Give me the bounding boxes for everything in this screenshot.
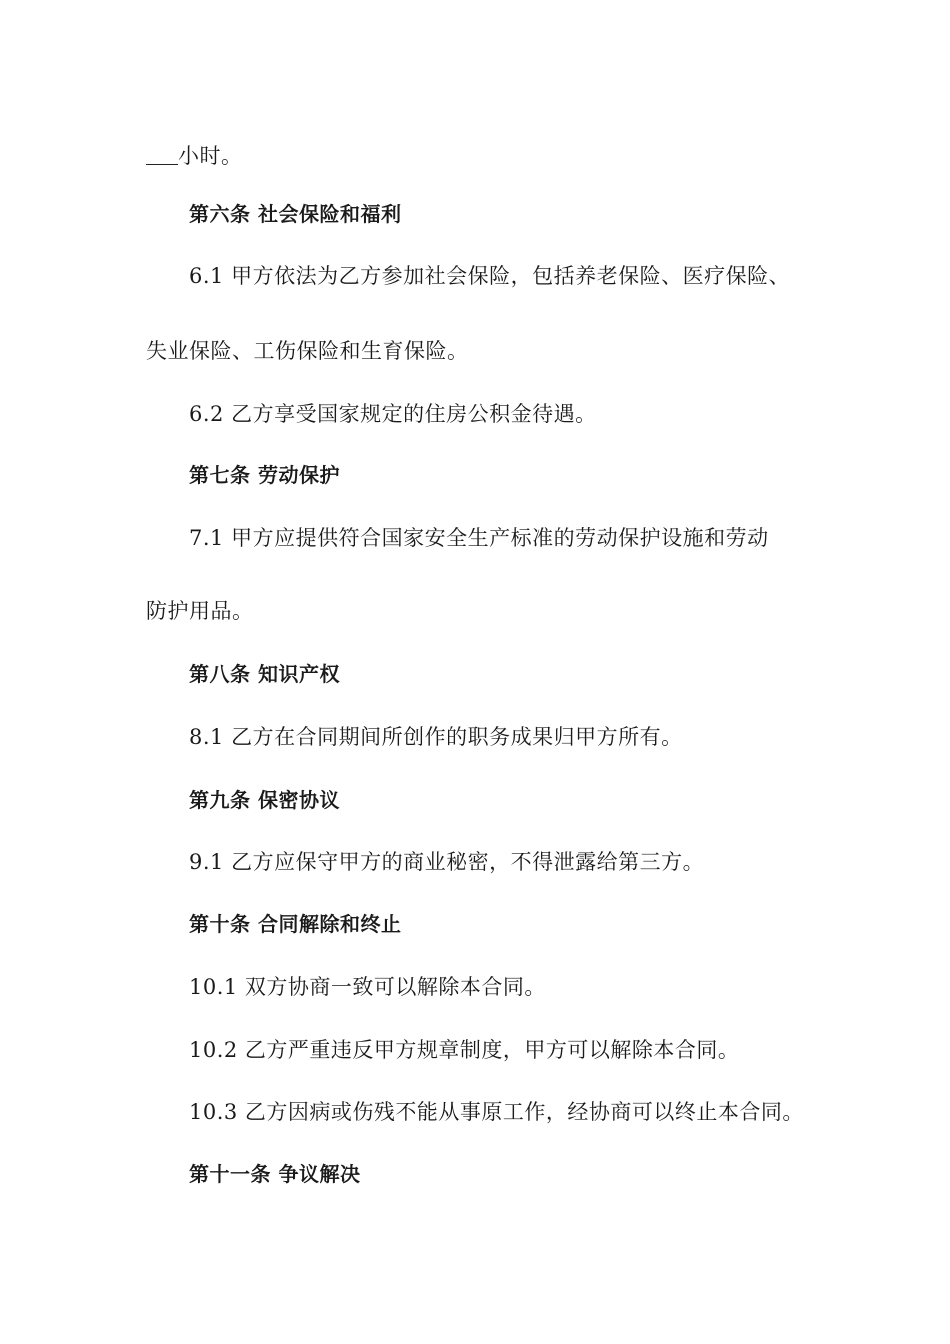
paragraph: 9.1 乙方应保守甲方的商业秘密，不得泄露给第三方。 xyxy=(189,850,705,874)
working-hours-suffix: 小时。 xyxy=(178,144,243,168)
section-title: 第十条 合同解除和终止 xyxy=(189,912,402,936)
paragraph: 8.1 乙方在合同期间所创作的职务成果归甲方所有。 xyxy=(189,725,683,749)
paragraph: 6.2 乙方享受国家规定的住房公积金待遇。 xyxy=(189,402,597,426)
paragraph: 10.2 乙方严重违反甲方规章制度，甲方可以解除本合同。 xyxy=(189,1038,740,1062)
section-title: 第九条 保密协议 xyxy=(189,788,340,812)
paragraph: 10.3 乙方因病或伤残不能从事原工作，经协商可以终止本合同。 xyxy=(189,1100,804,1124)
paragraph: 防护用品。 xyxy=(146,599,254,623)
section-title: 第十一条 争议解决 xyxy=(189,1162,361,1186)
working-hours-line xyxy=(146,143,243,167)
paragraph: 7.1 甲方应提供符合国家安全生产标准的劳动保护设施和劳动 xyxy=(189,526,769,550)
paragraph: 10.1 双方协商一致可以解除本合同。 xyxy=(189,975,546,999)
paragraph: 6.1 甲方依法为乙方参加社会保险，包括养老保险、医疗保险、 xyxy=(189,264,791,288)
section-title: 第八条 知识产权 xyxy=(189,662,340,686)
paragraph: 失业保险、工伤保险和生育保险。 xyxy=(146,339,469,363)
section-title: 第六条 社会保险和福利 xyxy=(189,202,402,226)
section-title: 第七条 劳动保护 xyxy=(189,463,340,487)
fill-in-blank xyxy=(146,143,178,165)
